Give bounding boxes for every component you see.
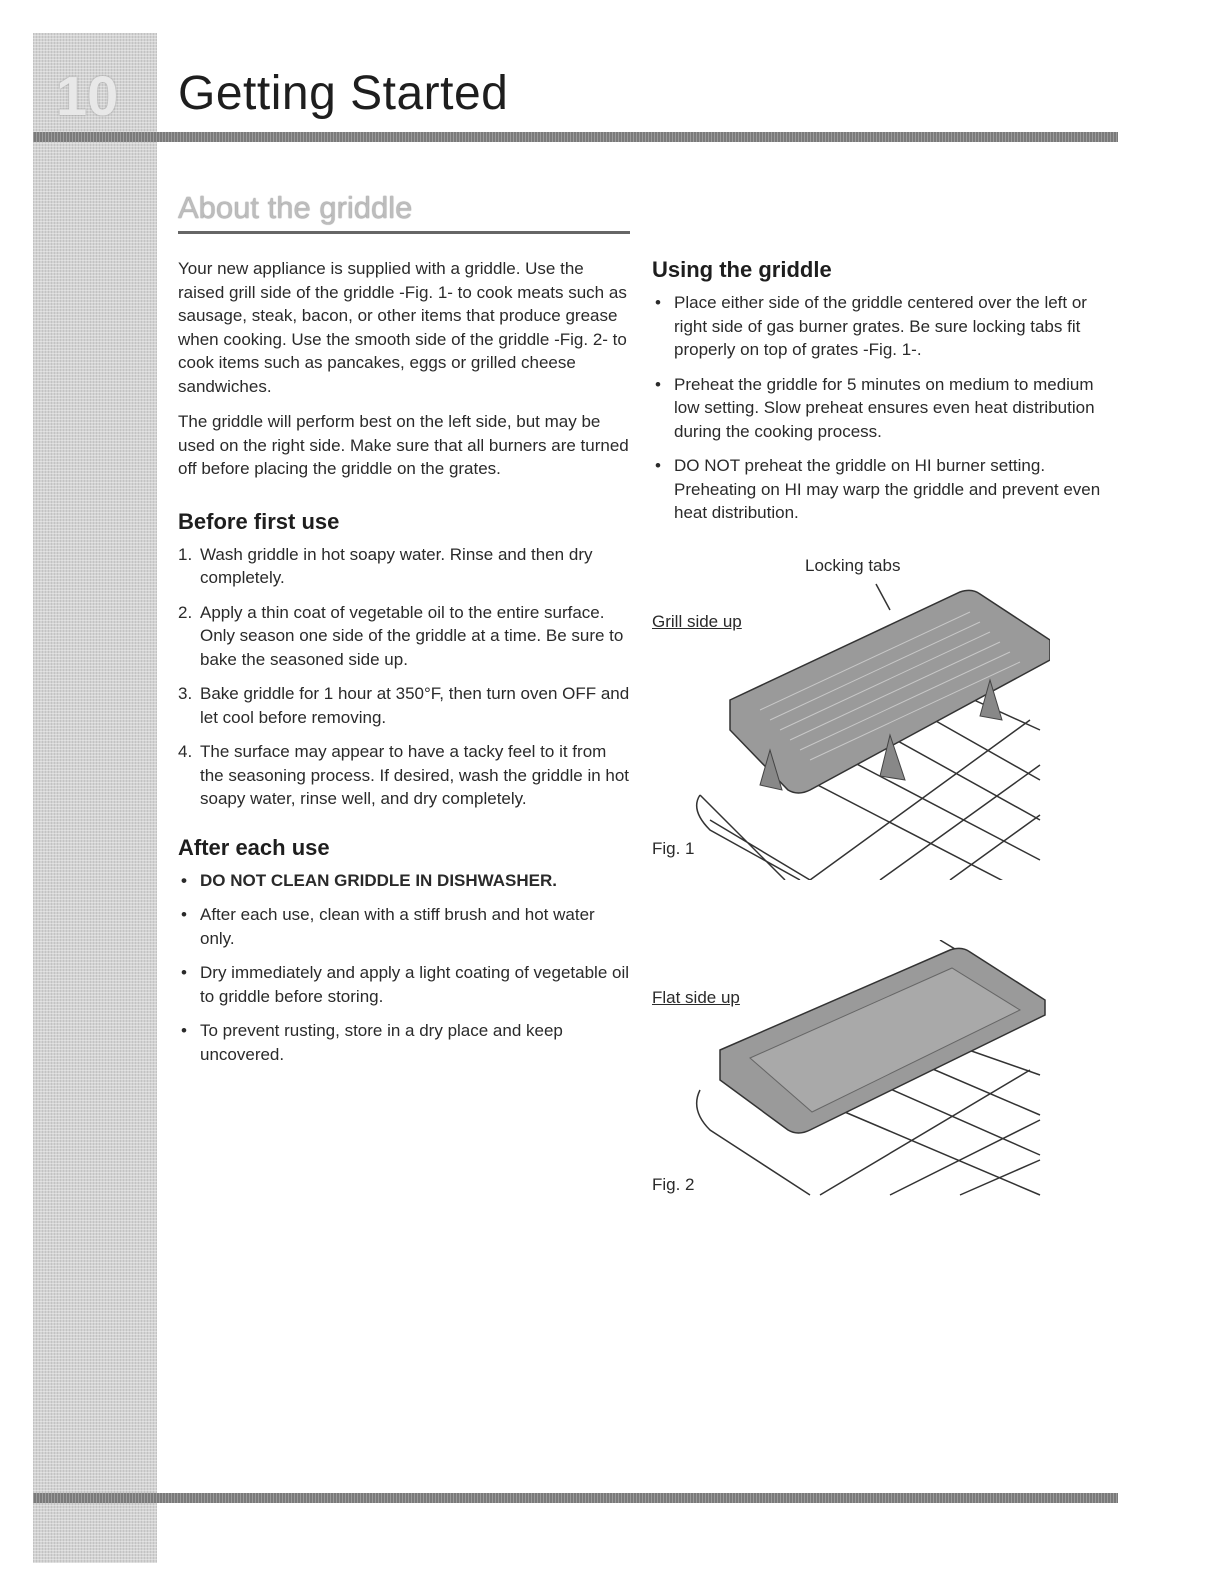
- section-rule: [178, 231, 630, 234]
- right-column: [652, 257, 1102, 536]
- chapter-number: 10: [56, 64, 119, 127]
- top-rule: [33, 132, 1118, 142]
- section-title: About the griddle: [178, 190, 413, 225]
- list-item: • To prevent rusting, store in a dry place and keep uncovered.: [181, 1021, 563, 1064]
- intro-paragraph-2: The griddle will perform best on the left side, but may be used on the right side. Make sure that all burners are turned off before placing the griddle on the grates.: [178, 412, 629, 478]
- list-item: • DO NOT preheat the griddle on HI burner setting. Preheating on HI may warp the griddle and prevent even heat distribution.: [655, 456, 1101, 522]
- step-item: 3. Bake griddle for 1 hour at 350°F, then turn oven OFF and let cool before removing.: [178, 684, 630, 727]
- page-title: Getting Started: [178, 67, 509, 120]
- list-item: • Dry immediately and apply a light coating of vegetable oil to griddle before storing.: [181, 963, 630, 1006]
- step-item: 1. Wash griddle in hot soapy water. Rinse and then dry completely.: [178, 544, 593, 587]
- flat-side-up-label: Flat side up: [652, 988, 740, 1007]
- left-column: [178, 257, 633, 1077]
- grill-side-up-label: Grill side up: [652, 612, 742, 631]
- griddle-grill-side-illustration: [690, 580, 1050, 880]
- after-each-use-list: [178, 869, 633, 1067]
- step-item: 2. Apply a thin coat of vegetable oil to the entire surface. Only season one side of the griddle at a time. Be sure to bake the seasoned side up.: [178, 602, 624, 669]
- before-first-use-heading: Before first use: [178, 508, 340, 534]
- fig2-caption: Fig. 2: [652, 1175, 695, 1194]
- using-the-griddle-list: [652, 291, 1102, 525]
- side-band: [33, 33, 157, 1563]
- before-first-use-steps: [178, 543, 633, 811]
- griddle-flat-side-illustration: [690, 940, 1050, 1205]
- after-each-use-heading: After each use: [178, 834, 330, 860]
- bottom-rule: [33, 1493, 1118, 1503]
- fig1-caption: Fig. 1: [652, 839, 695, 858]
- using-the-griddle-heading: Using the griddle: [652, 257, 832, 282]
- list-item: • Preheat the griddle for 5 minutes on medium to medium low setting. Slow preheat ensures even heat distribution during the cooking process.: [655, 374, 1095, 441]
- intro-paragraph-1: Your new appliance is supplied with a griddle. Use the raised grill side of the griddle -Fig. 1- to cook meats such as sausage, steak, bacon, or other items that produce grease when cooking. Use the smooth side of the griddle -Fig. 2- to cook items such as pancakes, eggs or grilled cheese sandwiches.: [178, 259, 627, 396]
- list-item: • DO NOT CLEAN GRIDDLE IN DISHWASHER.: [181, 870, 558, 890]
- locking-tabs-label: Locking tabs: [805, 556, 901, 575]
- list-item: • After each use, clean with a stiff brush and hot water only.: [181, 905, 595, 948]
- list-item: • Place either side of the griddle centered over the left or right side of gas burner grates. Be sure locking tabs fit properly on top of grates -Fig. 1-.: [655, 293, 1087, 359]
- step-item: 4. The surface may appear to have a tacky feel to it from the seasoning process. If desired, wash the griddle in hot soapy water, rinse well, and dry completely.: [178, 742, 630, 808]
